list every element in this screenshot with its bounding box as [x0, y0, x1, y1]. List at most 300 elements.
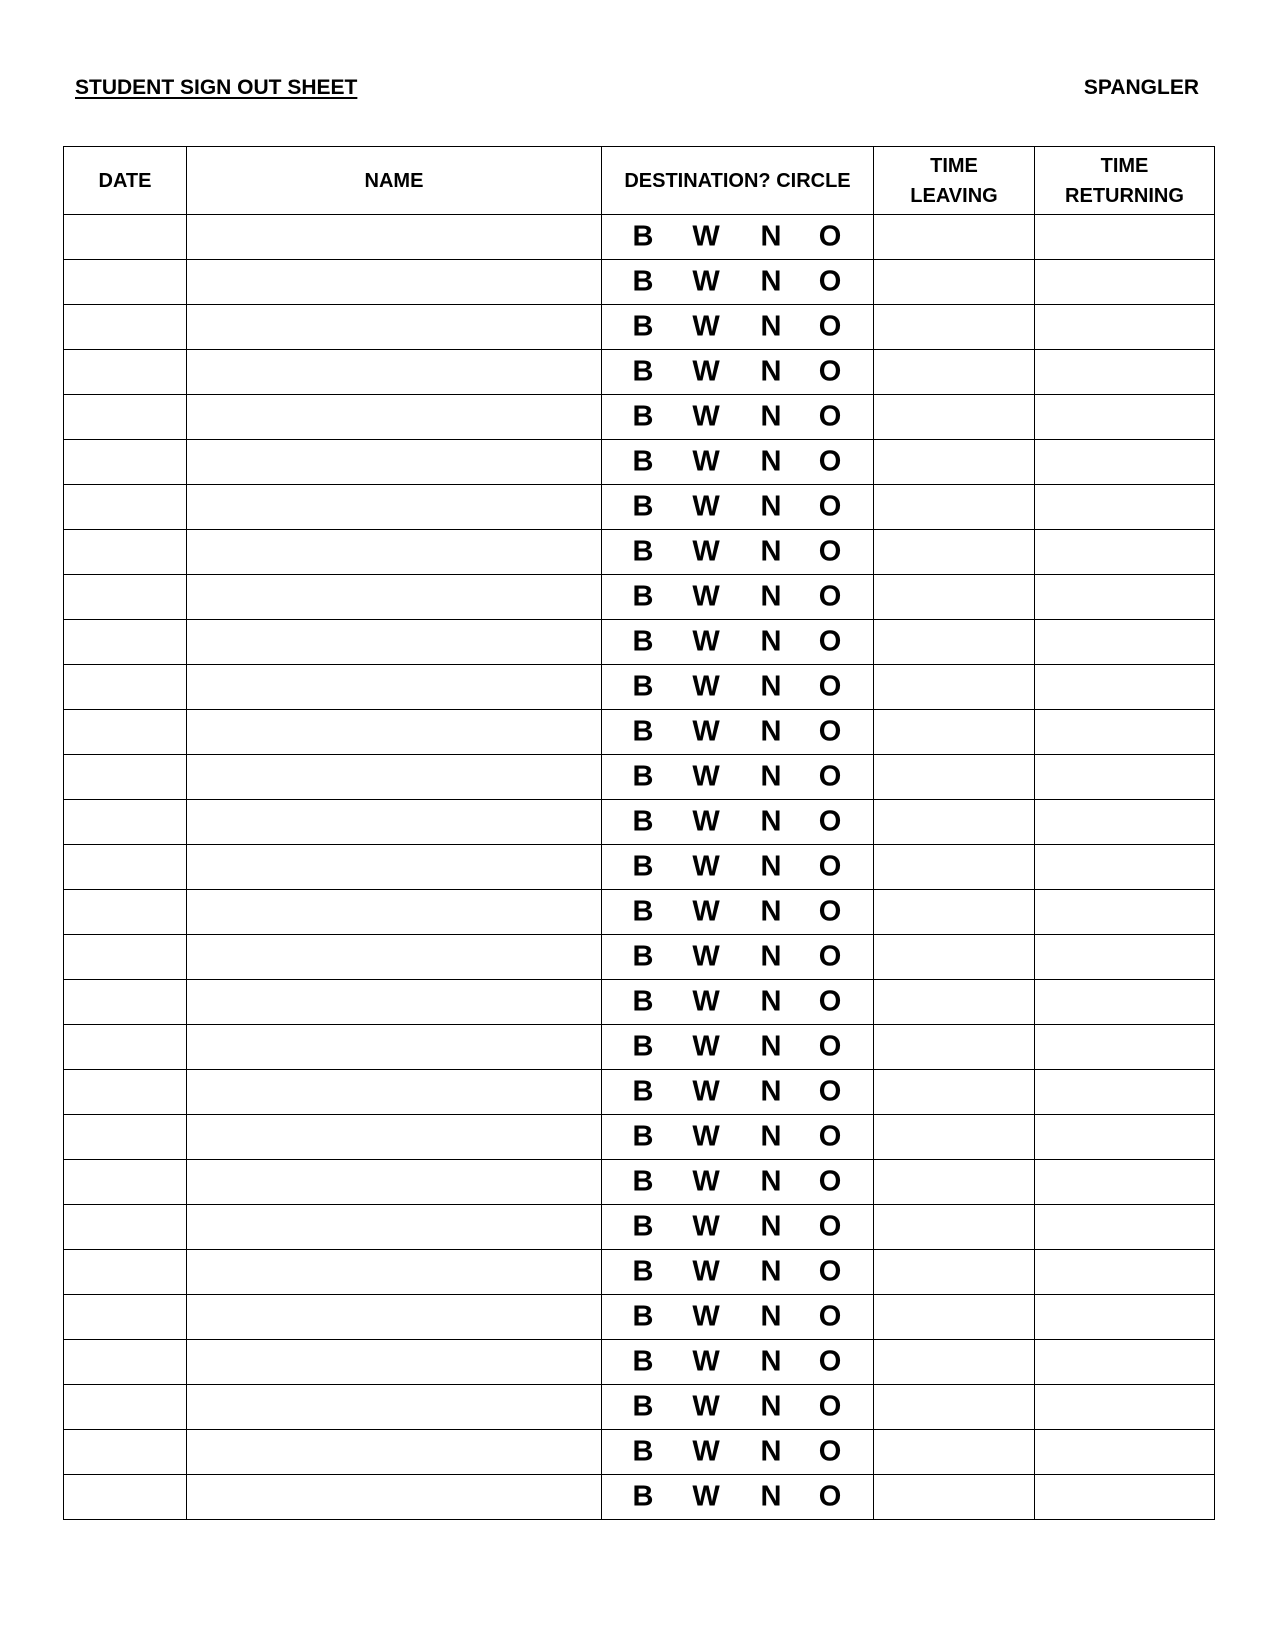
destination-option-w[interactable]: W — [692, 535, 720, 568]
time-leaving-cell[interactable] — [874, 440, 1035, 485]
destination-option-o[interactable]: O — [818, 895, 842, 928]
date-cell[interactable] — [64, 1025, 187, 1070]
page-title: STUDENT SIGN OUT SHEET — [75, 76, 358, 99]
destination-option-w[interactable]: W — [692, 895, 720, 928]
column-header-destination: DESTINATION? CIRCLE — [602, 147, 874, 215]
destination-cell — [602, 1430, 874, 1475]
name-cell[interactable] — [187, 1475, 602, 1520]
destination-cell — [602, 935, 874, 980]
destination-option-o[interactable]: O — [818, 850, 842, 883]
destination-option-b[interactable]: B — [632, 1120, 654, 1153]
time-returning-cell[interactable] — [1035, 1160, 1215, 1205]
time-returning-cell[interactable] — [1035, 1070, 1215, 1115]
destination-cell — [602, 1070, 874, 1115]
time-leaving-cell[interactable] — [874, 395, 1035, 440]
name-cell[interactable] — [187, 1160, 602, 1205]
destination-option-b[interactable]: B — [632, 1075, 654, 1108]
name-cell[interactable] — [187, 1070, 602, 1115]
destination-option-b[interactable]: B — [632, 895, 654, 928]
destination-option-n[interactable]: N — [760, 1165, 782, 1198]
destination-option-w[interactable]: W — [692, 715, 720, 748]
time-leaving-cell[interactable] — [874, 215, 1035, 260]
destination-option-n[interactable]: N — [760, 1075, 782, 1108]
date-cell[interactable] — [64, 1160, 187, 1205]
destination-option-n[interactable]: N — [760, 1300, 782, 1333]
destination-option-n[interactable]: N — [760, 1030, 782, 1063]
destination-option-o[interactable]: O — [818, 1030, 842, 1063]
table-row — [64, 1385, 1215, 1430]
destination-cell — [602, 710, 874, 755]
destination-option-b[interactable]: B — [632, 1165, 654, 1198]
destination-option-w[interactable]: W — [692, 310, 720, 343]
date-cell[interactable] — [64, 530, 187, 575]
time-leaving-cell[interactable] — [874, 485, 1035, 530]
time-returning-cell[interactable] — [1035, 1475, 1215, 1520]
time-leaving-cell[interactable] — [874, 755, 1035, 800]
destination-option-w[interactable]: W — [692, 400, 720, 433]
time-leaving-cell[interactable] — [874, 575, 1035, 620]
date-cell[interactable] — [64, 935, 187, 980]
name-cell[interactable] — [187, 485, 602, 530]
destination-option-o[interactable]: O — [818, 715, 842, 748]
destination-option-n[interactable]: N — [760, 220, 782, 253]
date-cell[interactable] — [64, 215, 187, 260]
table-row — [64, 1430, 1215, 1475]
destination-option-n[interactable]: N — [760, 760, 782, 793]
destination-option-w[interactable]: W — [692, 1390, 720, 1423]
destination-option-o[interactable]: O — [818, 670, 842, 703]
date-cell[interactable] — [64, 1250, 187, 1295]
destination-option-n[interactable]: N — [760, 670, 782, 703]
destination-option-b[interactable]: B — [632, 625, 654, 658]
time-leaving-cell[interactable] — [874, 1475, 1035, 1520]
destination-option-b[interactable]: B — [632, 940, 654, 973]
destination-option-n[interactable]: N — [760, 580, 782, 613]
column-header-date: DATE — [64, 147, 187, 215]
destination-option-b[interactable]: B — [632, 580, 654, 613]
name-cell[interactable] — [187, 215, 602, 260]
time-leaving-cell[interactable] — [874, 980, 1035, 1025]
destination-cell — [602, 620, 874, 665]
time-leaving-cell[interactable] — [874, 935, 1035, 980]
destination-option-b[interactable]: B — [632, 220, 654, 253]
destination-option-w[interactable]: W — [692, 445, 720, 478]
destination-option-n[interactable]: N — [760, 400, 782, 433]
time-returning-line1: TIME — [1100, 154, 1149, 177]
name-cell[interactable] — [187, 665, 602, 710]
destination-cell — [602, 260, 874, 305]
destination-option-n[interactable]: N — [760, 490, 782, 523]
destination-option-n[interactable]: N — [760, 1255, 782, 1288]
date-cell[interactable] — [64, 755, 187, 800]
date-cell[interactable] — [64, 1115, 187, 1160]
time-returning-cell[interactable] — [1035, 800, 1215, 845]
name-cell[interactable] — [187, 1115, 602, 1160]
destination-option-w[interactable]: W — [692, 265, 720, 298]
destination-option-w[interactable]: W — [692, 490, 720, 523]
time-returning-cell[interactable] — [1035, 395, 1215, 440]
time-returning-cell[interactable] — [1035, 485, 1215, 530]
table-row — [64, 1295, 1215, 1340]
table-row — [64, 350, 1215, 395]
date-cell[interactable] — [64, 620, 187, 665]
destination-option-w[interactable]: W — [692, 850, 720, 883]
name-cell[interactable] — [187, 935, 602, 980]
destination-option-b[interactable]: B — [632, 715, 654, 748]
sign-out-table — [63, 146, 1215, 1520]
destination-option-b[interactable]: B — [632, 805, 654, 838]
destination-option-n[interactable]: N — [760, 850, 782, 883]
table-row — [64, 1340, 1215, 1385]
name-cell[interactable] — [187, 350, 602, 395]
destination-cell — [602, 755, 874, 800]
date-cell[interactable] — [64, 1340, 187, 1385]
time-returning-cell[interactable] — [1035, 845, 1215, 890]
destination-cell — [602, 395, 874, 440]
destination-option-o[interactable]: O — [818, 400, 842, 433]
destination-option-w[interactable]: W — [692, 1120, 720, 1153]
destination-option-b[interactable]: B — [632, 985, 654, 1018]
destination-option-o[interactable]: O — [818, 1210, 842, 1243]
destination-option-o[interactable]: O — [818, 310, 842, 343]
date-cell[interactable] — [64, 1205, 187, 1250]
destination-option-w[interactable]: W — [692, 1435, 720, 1468]
destination-option-w[interactable]: W — [692, 805, 720, 838]
destination-option-w[interactable]: W — [692, 1030, 720, 1063]
destination-cell — [602, 845, 874, 890]
time-returning-cell[interactable] — [1035, 440, 1215, 485]
date-cell[interactable] — [64, 800, 187, 845]
date-cell[interactable] — [64, 350, 187, 395]
name-cell[interactable] — [187, 845, 602, 890]
destination-option-b[interactable]: B — [632, 1435, 654, 1468]
column-header-name: NAME — [187, 147, 602, 215]
destination-option-w[interactable]: W — [692, 1255, 720, 1288]
destination-option-b[interactable]: B — [632, 535, 654, 568]
destination-option-n[interactable]: N — [760, 895, 782, 928]
destination-option-b[interactable]: B — [632, 265, 654, 298]
date-cell[interactable] — [64, 980, 187, 1025]
time-leaving-cell[interactable] — [874, 530, 1035, 575]
date-cell[interactable] — [64, 440, 187, 485]
destination-cell — [602, 1295, 874, 1340]
table-row — [64, 980, 1215, 1025]
destination-option-o[interactable]: O — [818, 1435, 842, 1468]
table-row — [64, 1250, 1215, 1295]
destination-option-o[interactable]: O — [818, 1300, 842, 1333]
name-cell[interactable] — [187, 575, 602, 620]
destination-option-o[interactable]: O — [818, 1120, 842, 1153]
name-cell[interactable] — [187, 1025, 602, 1070]
destination-option-b[interactable]: B — [632, 490, 654, 523]
time-returning-cell[interactable] — [1035, 1385, 1215, 1430]
destination-option-w[interactable]: W — [692, 1075, 720, 1108]
time-returning-cell[interactable] — [1035, 665, 1215, 710]
name-cell[interactable] — [187, 800, 602, 845]
destination-option-b[interactable]: B — [632, 760, 654, 793]
destination-option-n[interactable]: N — [760, 715, 782, 748]
time-returning-cell[interactable] — [1035, 1115, 1215, 1160]
time-leaving-cell[interactable] — [874, 260, 1035, 305]
name-cell[interactable] — [187, 620, 602, 665]
time-returning-cell[interactable] — [1035, 260, 1215, 305]
destination-option-b[interactable]: B — [632, 400, 654, 433]
destination-option-n[interactable]: N — [760, 535, 782, 568]
name-cell[interactable] — [187, 1430, 602, 1475]
table-row — [64, 1160, 1215, 1205]
destination-cell — [602, 1025, 874, 1070]
destination-option-o[interactable]: O — [818, 1165, 842, 1198]
time-leaving-cell[interactable] — [874, 665, 1035, 710]
destination-option-b[interactable]: B — [632, 1030, 654, 1063]
destination-option-w[interactable]: W — [692, 1480, 720, 1513]
time-returning-line2: RETURNING — [1065, 184, 1184, 207]
destination-option-w[interactable]: W — [692, 670, 720, 703]
time-leaving-line2: LEAVING — [910, 184, 998, 207]
destination-option-b[interactable]: B — [632, 1390, 654, 1423]
table-row — [64, 845, 1215, 890]
time-leaving-cell[interactable] — [874, 845, 1035, 890]
time-leaving-cell[interactable] — [874, 710, 1035, 755]
destination-option-b[interactable]: B — [632, 1255, 654, 1288]
time-leaving-cell[interactable] — [874, 1250, 1035, 1295]
table-row — [64, 1115, 1215, 1160]
destination-option-w[interactable]: W — [692, 940, 720, 973]
destination-cell — [602, 890, 874, 935]
table-row — [64, 935, 1215, 980]
time-returning-cell[interactable] — [1035, 530, 1215, 575]
date-cell[interactable] — [64, 260, 187, 305]
name-cell[interactable] — [187, 1340, 602, 1385]
destination-option-n[interactable]: N — [760, 1435, 782, 1468]
table-row — [64, 575, 1215, 620]
time-returning-cell[interactable] — [1035, 755, 1215, 800]
date-cell[interactable] — [64, 305, 187, 350]
name-cell[interactable] — [187, 1295, 602, 1340]
destination-option-n[interactable]: N — [760, 265, 782, 298]
destination-option-o[interactable]: O — [818, 760, 842, 793]
table-row — [64, 1205, 1215, 1250]
destination-cell — [602, 1205, 874, 1250]
table-row — [64, 620, 1215, 665]
table-row — [64, 440, 1215, 485]
destination-option-b[interactable]: B — [632, 1300, 654, 1333]
destination-option-w[interactable]: W — [692, 1210, 720, 1243]
name-cell[interactable] — [187, 890, 602, 935]
destination-cell — [602, 800, 874, 845]
destination-cell — [602, 440, 874, 485]
table-row — [64, 395, 1215, 440]
destination-cell — [602, 575, 874, 620]
time-leaving-cell[interactable] — [874, 1295, 1035, 1340]
destination-option-b[interactable]: B — [632, 1345, 654, 1378]
destination-option-n[interactable]: N — [760, 355, 782, 388]
table-row — [64, 1475, 1215, 1520]
destination-cell — [602, 980, 874, 1025]
destination-option-o[interactable]: O — [818, 490, 842, 523]
time-returning-cell[interactable] — [1035, 1250, 1215, 1295]
name-cell[interactable] — [187, 710, 602, 755]
destination-option-b[interactable]: B — [632, 1480, 654, 1513]
time-leaving-cell[interactable] — [874, 305, 1035, 350]
date-cell[interactable] — [64, 485, 187, 530]
destination-cell — [602, 350, 874, 395]
table-row — [64, 485, 1215, 530]
table-row — [64, 1025, 1215, 1070]
destination-option-o[interactable]: O — [818, 265, 842, 298]
destination-cell — [602, 1475, 874, 1520]
destination-option-n[interactable]: N — [760, 1210, 782, 1243]
name-cell[interactable] — [187, 755, 602, 800]
date-cell[interactable] — [64, 1430, 187, 1475]
destination-option-w[interactable]: W — [692, 760, 720, 793]
destination-option-b[interactable]: B — [632, 445, 654, 478]
date-cell[interactable] — [64, 890, 187, 935]
destination-option-w[interactable]: W — [692, 580, 720, 613]
table-row — [64, 530, 1215, 575]
destination-option-o[interactable]: O — [818, 985, 842, 1018]
destination-option-o[interactable]: O — [818, 580, 842, 613]
time-leaving-cell[interactable] — [874, 620, 1035, 665]
name-cell[interactable] — [187, 305, 602, 350]
destination-option-o[interactable]: O — [818, 625, 842, 658]
destination-option-o[interactable]: O — [818, 805, 842, 838]
destination-cell — [602, 1115, 874, 1160]
destination-option-n[interactable]: N — [760, 1120, 782, 1153]
time-leaving-cell[interactable] — [874, 890, 1035, 935]
destination-cell — [602, 530, 874, 575]
time-returning-cell[interactable] — [1035, 890, 1215, 935]
teacher-name: SPANGLER — [1083, 76, 1199, 99]
name-cell[interactable] — [187, 260, 602, 305]
time-leaving-cell[interactable] — [874, 1385, 1035, 1430]
destination-option-w[interactable]: W — [692, 1300, 720, 1333]
time-returning-cell[interactable] — [1035, 710, 1215, 755]
time-returning-cell[interactable] — [1035, 1340, 1215, 1385]
destination-option-o[interactable]: O — [818, 220, 842, 253]
header-row — [64, 147, 1215, 215]
table-body — [64, 215, 1215, 1520]
name-cell[interactable] — [187, 530, 602, 575]
time-leaving-cell[interactable] — [874, 1070, 1035, 1115]
destination-option-n[interactable]: N — [760, 625, 782, 658]
time-returning-cell[interactable] — [1035, 305, 1215, 350]
destination-option-w[interactable]: W — [692, 220, 720, 253]
destination-option-n[interactable]: N — [760, 1390, 782, 1423]
table-row — [64, 800, 1215, 845]
destination-cell — [602, 665, 874, 710]
name-cell[interactable] — [187, 1385, 602, 1430]
destination-option-o[interactable]: O — [818, 355, 842, 388]
name-cell[interactable] — [187, 1205, 602, 1250]
destination-option-w[interactable]: W — [692, 1345, 720, 1378]
destination-cell — [602, 215, 874, 260]
destination-option-o[interactable]: O — [818, 1390, 842, 1423]
table-row — [64, 755, 1215, 800]
date-cell[interactable] — [64, 845, 187, 890]
time-leaving-cell[interactable] — [874, 1025, 1035, 1070]
time-returning-cell[interactable] — [1035, 980, 1215, 1025]
destination-cell — [602, 485, 874, 530]
destination-option-n[interactable]: N — [760, 445, 782, 478]
destination-option-o[interactable]: O — [818, 1255, 842, 1288]
time-leaving-cell[interactable] — [874, 1115, 1035, 1160]
destination-option-b[interactable]: B — [632, 310, 654, 343]
time-leaving-cell[interactable] — [874, 1205, 1035, 1250]
date-cell[interactable] — [64, 1070, 187, 1115]
destination-cell — [602, 1340, 874, 1385]
name-cell[interactable] — [187, 440, 602, 485]
destination-cell — [602, 1250, 874, 1295]
destination-option-n[interactable]: N — [760, 805, 782, 838]
destination-option-b[interactable]: B — [632, 355, 654, 388]
time-returning-cell[interactable] — [1035, 575, 1215, 620]
destination-option-o[interactable]: O — [818, 445, 842, 478]
name-cell[interactable] — [187, 1250, 602, 1295]
destination-option-o[interactable]: O — [818, 1480, 842, 1513]
destination-option-n[interactable]: N — [760, 940, 782, 973]
destination-option-b[interactable]: B — [632, 850, 654, 883]
time-returning-cell[interactable] — [1035, 1295, 1215, 1340]
destination-option-n[interactable]: N — [760, 985, 782, 1018]
time-returning-cell[interactable] — [1035, 935, 1215, 980]
destination-option-w[interactable]: W — [692, 985, 720, 1018]
time-leaving-cell[interactable] — [874, 1340, 1035, 1385]
date-cell[interactable] — [64, 1475, 187, 1520]
date-cell[interactable] — [64, 1295, 187, 1340]
time-returning-cell[interactable] — [1035, 1430, 1215, 1475]
name-cell[interactable] — [187, 395, 602, 440]
time-leaving-line1: TIME — [930, 154, 978, 177]
table-row — [64, 665, 1215, 710]
date-cell[interactable] — [64, 575, 187, 620]
time-returning-cell[interactable] — [1035, 620, 1215, 665]
time-leaving-cell[interactable] — [874, 1430, 1035, 1475]
time-returning-cell[interactable] — [1035, 215, 1215, 260]
destination-option-o[interactable]: O — [818, 1075, 842, 1108]
destination-option-w[interactable]: W — [692, 625, 720, 658]
time-leaving-cell[interactable] — [874, 800, 1035, 845]
destination-cell — [602, 1385, 874, 1430]
column-header-time-leaving — [874, 147, 1035, 215]
time-returning-cell[interactable] — [1035, 350, 1215, 395]
destination-cell — [602, 305, 874, 350]
time-leaving-cell[interactable] — [874, 350, 1035, 395]
time-returning-cell[interactable] — [1035, 1205, 1215, 1250]
column-header-time-returning — [1035, 147, 1215, 215]
destination-option-n[interactable]: N — [760, 310, 782, 343]
date-cell[interactable] — [64, 395, 187, 440]
destination-option-w[interactable]: W — [692, 1165, 720, 1198]
time-leaving-cell[interactable] — [874, 1160, 1035, 1205]
date-cell[interactable] — [64, 1385, 187, 1430]
destination-option-o[interactable]: O — [818, 940, 842, 973]
destination-option-b[interactable]: B — [632, 1210, 654, 1243]
time-returning-cell[interactable] — [1035, 1025, 1215, 1070]
destination-option-w[interactable]: W — [692, 355, 720, 388]
destination-option-o[interactable]: O — [818, 1345, 842, 1378]
destination-cell — [602, 1160, 874, 1205]
table-row — [64, 215, 1215, 260]
destination-option-n[interactable]: N — [760, 1345, 782, 1378]
destination-option-o[interactable]: O — [818, 535, 842, 568]
name-cell[interactable] — [187, 980, 602, 1025]
date-cell[interactable] — [64, 665, 187, 710]
destination-option-n[interactable]: N — [760, 1480, 782, 1513]
date-cell[interactable] — [64, 710, 187, 755]
destination-option-b[interactable]: B — [632, 670, 654, 703]
table-row — [64, 890, 1215, 935]
